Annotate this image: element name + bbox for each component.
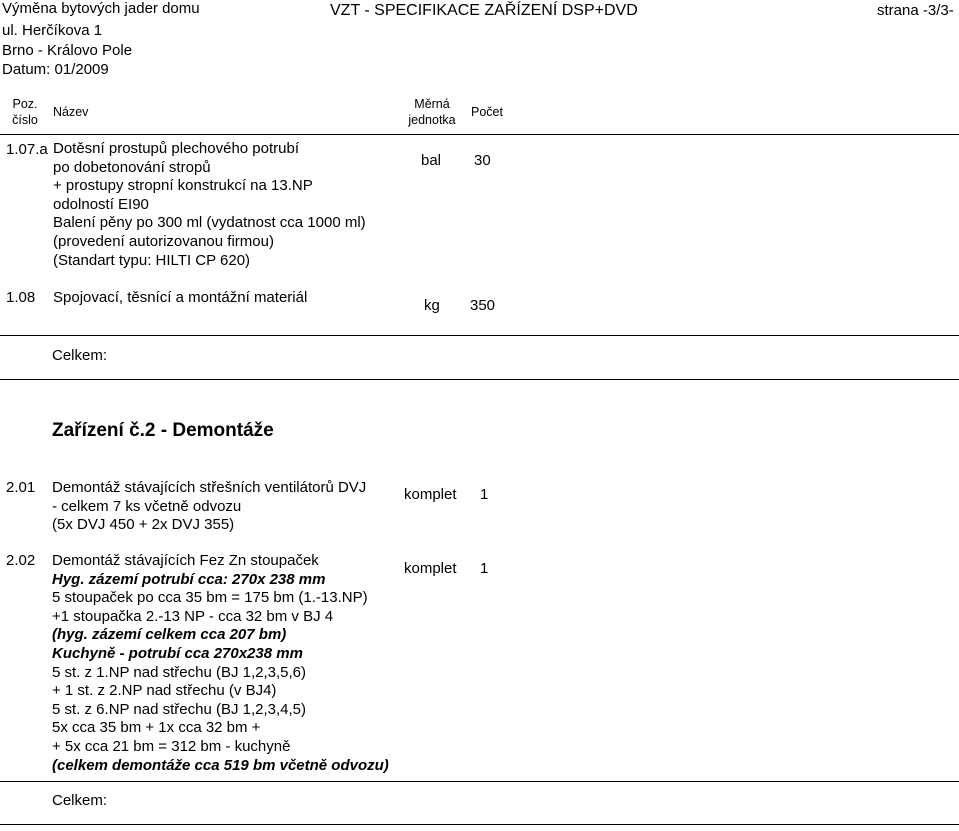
- item-line-emphasis: (celkem demontáže cca 519 bm včetně odvozu): [52, 756, 389, 774]
- item-pos: 2.02: [6, 552, 36, 569]
- item-line: odolností EI90: [53, 195, 149, 213]
- total-rule-bottom: [0, 379, 959, 380]
- item-line: 5 stoupaček po cca 35 bm = 175 bm (1.-13.NP): [52, 589, 368, 607]
- item-pos: 2.01: [6, 479, 36, 496]
- col-name: Název: [53, 105, 89, 119]
- total-rule-top: [0, 335, 959, 336]
- col-qty: Počet: [471, 105, 503, 119]
- item-line: (provedení autorizovanou firmou): [53, 232, 274, 250]
- item-line: (Standart typu: HILTI CP 620): [53, 251, 251, 269]
- item-description: [52, 479, 366, 535]
- item-unit: komplet: [404, 486, 457, 503]
- item-line: +1 stoupačka 2.-13 NP - cca 32 bm v BJ 4: [52, 607, 334, 625]
- item-line: 5 st. z 6.NP nad střechu (BJ 1,2,3,4,5): [52, 700, 307, 718]
- item-qty: 30: [474, 152, 491, 169]
- col-pos-line2: číslo: [12, 113, 38, 127]
- item-line: Balení pěny po 300 ml (vydatnost cca 1000 ml): [53, 214, 366, 232]
- item-line: + prostupy stropní konstrukcí na 13.NP: [53, 177, 313, 195]
- total-rule-top: [0, 781, 959, 782]
- total-rule-bottom: [0, 824, 959, 825]
- item-line: 5x cca 35 bm + 1x cca 32 bm +: [52, 719, 261, 737]
- item-line: po dobetonování stropů: [53, 158, 211, 176]
- header-rule: [0, 134, 959, 135]
- document-title: VZT - SPECIFIKACE ZAŘÍZENÍ DSP+DVD: [330, 2, 638, 19]
- header-line-4: Datum: 01/2009: [2, 61, 109, 78]
- item-line: + 1 st. z 2.NP nad střechu (v BJ4): [52, 682, 277, 700]
- item-unit: kg: [424, 297, 440, 314]
- header-line-3: Brno - Královo Pole: [2, 42, 133, 59]
- item-line: + 5x cca 21 bm = 312 bm - kuchyně: [52, 737, 291, 755]
- item-unit: bal: [421, 152, 442, 169]
- item-unit: komplet: [404, 560, 457, 577]
- item-line-emphasis: Hyg. zázemí potrubí cca: 270x 238 mm: [52, 570, 326, 588]
- item-qty: 350: [470, 297, 496, 314]
- item-line: - celkem 7 ks včetně odvozu: [52, 497, 242, 515]
- item-line-emphasis: Kuchyně - potrubí cca 270x238 mm: [52, 644, 303, 662]
- header-line-1: Výměna bytových jader domu: [2, 0, 200, 17]
- item-qty: 1: [480, 560, 489, 577]
- col-unit-line1: Měrná: [414, 97, 450, 111]
- item-line: Demontáž stávajících střešních ventilátorů DVJ: [52, 479, 367, 496]
- total-label: Celkem:: [52, 347, 108, 364]
- item-line: (5x DVJ 450 + 2x DVJ 355): [52, 516, 235, 534]
- item-line: 5 st. z 1.NP nad střechu (BJ 1,2,3,5,6): [52, 663, 307, 681]
- col-pos-line1: Poz.: [12, 97, 38, 111]
- item-pos: 1.08: [6, 289, 36, 306]
- item-description: [53, 140, 366, 270]
- item-line: Demontáž stávajících Fez Zn stoupaček: [52, 552, 319, 569]
- page-number: strana -3/3-: [877, 2, 954, 19]
- header-line-2: ul. Herčíkova 1: [2, 22, 103, 39]
- item-line-emphasis: (hyg. zázemí celkem cca 207 bm): [52, 626, 287, 644]
- item-line: Spojovací, těsnící a montážní materiál: [53, 289, 308, 306]
- item-line: Dotěsní prostupů plechového potrubí: [53, 140, 299, 157]
- section-title: Zařízení č.2 - Demontáže: [52, 420, 274, 441]
- item-qty: 1: [480, 486, 489, 503]
- col-unit-line2: jednotka: [408, 113, 456, 127]
- total-label: Celkem:: [52, 792, 108, 809]
- item-description: [52, 552, 389, 775]
- item-pos: 1.07.a: [6, 141, 48, 158]
